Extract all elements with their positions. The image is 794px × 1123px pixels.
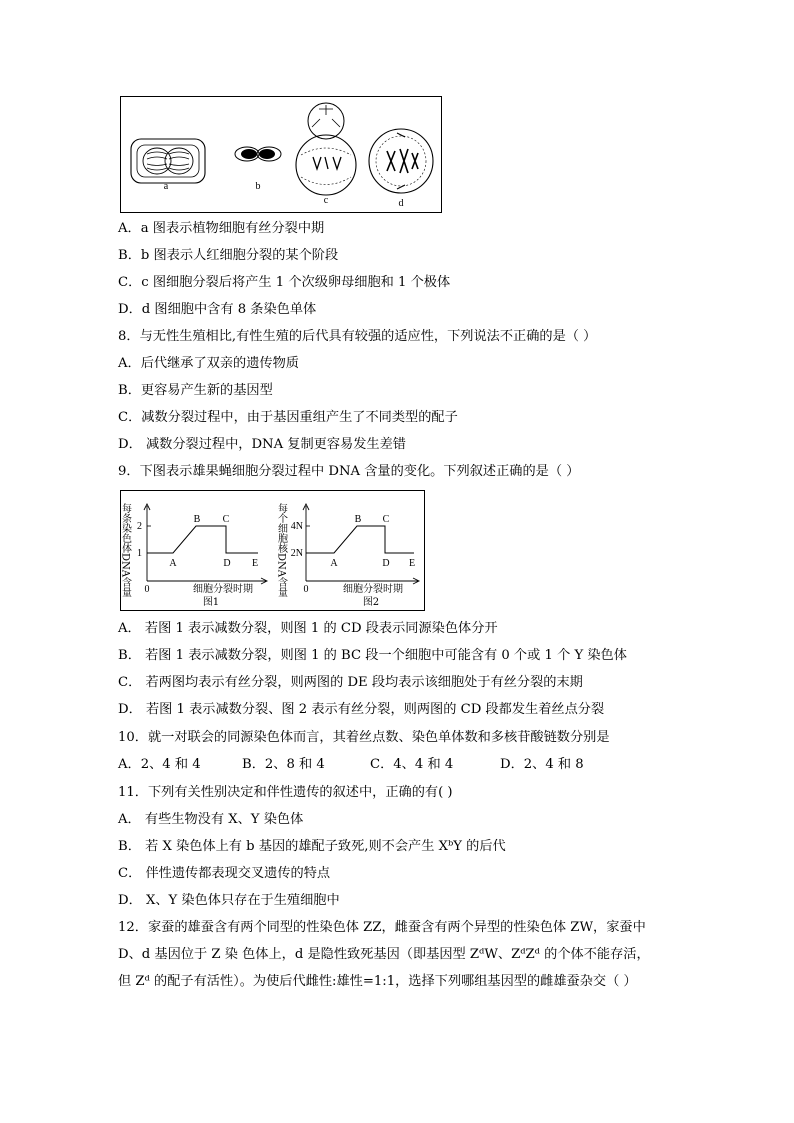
q9-option-d: D． 若图 1 表示减数分裂、图 2 表示有丝分裂，则两图的 CD 段都发生着丝点分裂 <box>118 702 605 717</box>
dna-graphs <box>121 491 424 610</box>
cell-b-label: b <box>255 181 261 192</box>
graph2-ylabel: 每个细胞核DNA含量 <box>275 503 287 597</box>
graph1-ylabel: 每条染色体DNA含量 <box>119 503 131 597</box>
q9-stem: 9．下图表示雄果蝇细胞分裂过程中 DNA 含量的变化。下列叙述正确的是（ ） <box>118 464 580 479</box>
graph1-xlabel: 细胞分裂时期 <box>193 584 253 595</box>
q9-option-a: A． 若图 1 表示减数分裂，则图 1 的 CD 段表示同源染色体分开 <box>118 621 498 636</box>
q7-option-b: B．b 图表示人红细胞分裂的某个阶段 <box>118 248 339 263</box>
q12-line-1: 12．家蚕的雄蚕含有两个同型的性染色体 ZZ，雌蚕含有两个异型的性染色体 ZW，家蚕中 <box>118 920 646 935</box>
graph1-point-e: E <box>251 558 259 569</box>
graph2-point-c: C <box>382 514 390 525</box>
graph1-point-c: C <box>222 514 230 525</box>
cell-a-drawing <box>131 139 205 183</box>
cell-division-drawing <box>121 97 441 212</box>
q11-stem: 11．下列有关性别决定和伴性遗传的叙述中，正确的有( ) <box>118 785 453 800</box>
graph2-ytick-4n: 4N <box>290 521 303 532</box>
q10-option-c: C．4、4 和 4 <box>370 757 454 772</box>
graph1-ytick-2: 2 <box>137 521 142 532</box>
q8-option-b: B．更容易产生新的基因型 <box>118 383 273 398</box>
q8-stem: 8．与无性生殖相比,有性生殖的后代具有较强的适应性，下列说法不正确的是（ ） <box>118 329 597 344</box>
q9-option-c: C． 若两图均表示有丝分裂，则两图的 DE 段均表示该细胞处于有丝分裂的末期 <box>118 675 583 690</box>
cell-b-drawing <box>235 147 281 161</box>
q11-option-c: C． 伴性遗传都表现交叉遗传的特点 <box>118 866 331 881</box>
q7-option-d: D．d 图细胞中含有 8 条染色单体 <box>118 302 317 317</box>
q11-option-d: D． X、Y 染色体只存在于生殖细胞中 <box>118 893 340 908</box>
graph1-point-d: D <box>223 558 231 569</box>
graph1-origin: 0 <box>144 584 150 595</box>
graph2-point-b: B <box>354 514 362 525</box>
q10-options <box>118 755 584 775</box>
cell-c-drawing <box>296 103 356 195</box>
q8-option-c: C．减数分裂过程中，由于基因重组产生了不同类型的配子 <box>118 410 458 425</box>
graph1-ytick-1: 1 <box>137 548 142 559</box>
graph1-point-a: A <box>169 558 177 569</box>
graph1-curve <box>147 526 258 553</box>
q10-option-d: D．2、4 和 8 <box>500 757 584 772</box>
graph2-xlabel: 细胞分裂时期 <box>343 584 403 595</box>
cell-d-label: d <box>398 198 404 209</box>
q7-option-c: C．c 图细胞分裂后将产生 1 个次级卵母细胞和 1 个极体 <box>118 275 451 290</box>
graph2-origin: 0 <box>303 584 309 595</box>
graph2 <box>276 502 420 608</box>
graph1-caption: 图1 <box>202 597 220 608</box>
graph2-point-d: D <box>382 558 390 569</box>
graph1-point-b: B <box>193 514 201 525</box>
q11-option-a: A． 有些生物没有 X、Y 染色体 <box>118 812 304 827</box>
graph2-curve <box>306 526 414 553</box>
q7-option-a: A．a 图表示植物细胞有丝分裂中期 <box>118 221 325 236</box>
q8-option-a: A．后代继承了双亲的遗传物质 <box>118 356 299 371</box>
graph1 <box>120 502 268 608</box>
graph2-caption: 图2 <box>362 597 380 608</box>
q11-option-b: B． 若 X 染色体上有 b 基因的雄配子致死,则不会产生 XᵇY 的后代 <box>118 839 506 854</box>
q9-option-b: B． 若图 1 表示减数分裂，则图 1 的 BC 段一个细胞中可能含有 0 个或 1 个 Y 染色体 <box>118 648 627 663</box>
q12-line-3: 但 Zᵈ 的配子有活性）。为使后代雌性:雄性=1:1，选择下列哪组基因型的雌雄蚕杂交（ ） <box>118 974 637 989</box>
cell-a-label: a <box>163 181 169 192</box>
graph2-point-e: E <box>408 558 416 569</box>
dna-content-figure <box>120 490 425 611</box>
cell-d-drawing <box>369 129 433 193</box>
cell-division-figure <box>120 96 442 213</box>
q10-option-a: A．2、4 和 4 <box>118 757 201 772</box>
graph2-ytick-2n: 2N <box>290 548 303 559</box>
q10-option-b: B．2、8 和 4 <box>242 757 325 772</box>
q12-line-2: D、d 基因位于 Z 染 色体上，d 是隐性致死基因（即基因型 ZᵈW、ZᵈZᵈ 的个体不能存活， <box>118 947 650 962</box>
q8-option-d: D． 减数分裂过程中，DNA 复制更容易发生差错 <box>118 437 406 452</box>
graph2-point-a: A <box>330 558 338 569</box>
cell-c-label: c <box>323 195 329 206</box>
q10-stem: 10．就一对联会的同源染色体而言，其着丝点数、染色单体数和多核苷酸链数分别是 <box>118 730 610 745</box>
